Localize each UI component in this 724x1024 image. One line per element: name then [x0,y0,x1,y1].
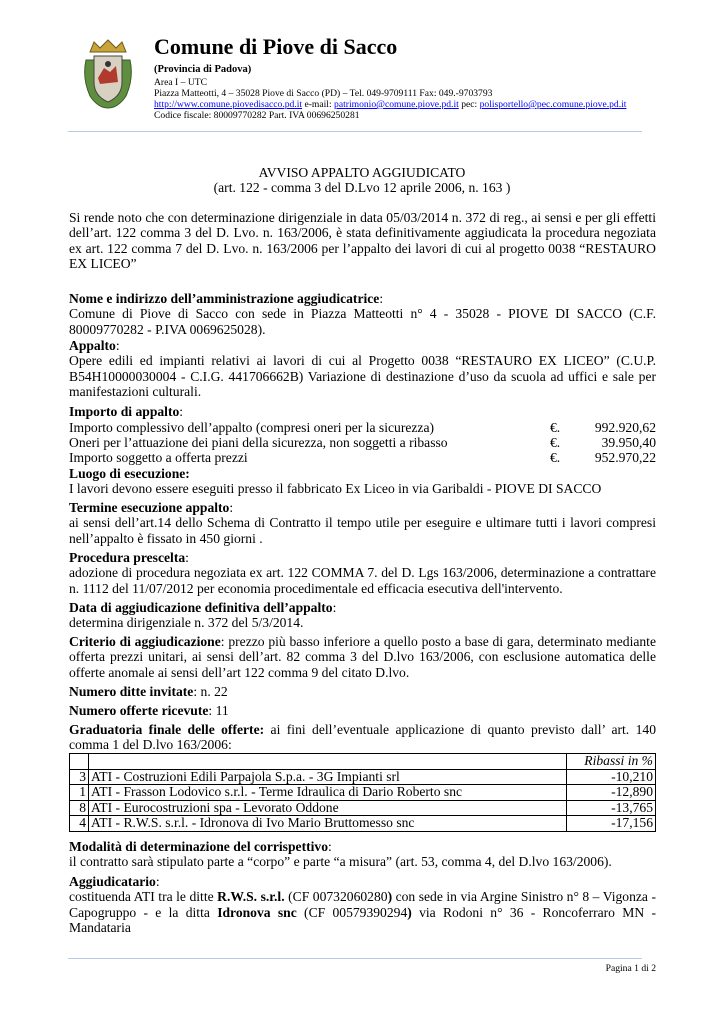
winner-text: via Rodoni n° 36 - Roncoferraro MN - Mandataria [69,904,656,935]
table-row [70,816,656,832]
amount-label: Oneri per l’attuazione dei piani della sicurezza, non soggetti a ribasso [69,435,448,450]
bidder-name: ATI - Frasson Lodovico s.r.l. - Terme Idraulica di Dario Roberto snc [89,785,567,801]
province-label: (Provincia di Padova) [154,64,252,75]
pec-label: pec: [461,99,478,110]
amount-row [69,450,656,466]
footer-divider [68,958,642,959]
winner-text: ) [387,889,393,905]
table-header-row [70,754,656,770]
bidder-name: ATI - R.W.S. s.r.l. - Idronova di Ivo Mario Bruttomesso snc [89,816,567,832]
contract-heading: Appalto [69,338,116,353]
winner-heading: Aggiudicatario [69,874,156,889]
notice-title: AVVISO APPALTO AGGIUDICATO [258,165,466,180]
criterion-section [69,634,656,680]
row-number: 8 [70,800,89,816]
amount-value: 39.950,40 [601,435,656,450]
column-header-discount: Ribassi in % [567,754,656,770]
row-number: 3 [70,769,89,785]
invited-line [69,684,228,699]
discount-value: -10,210 [567,769,656,785]
winner-text: costituenda ATI tra le ditte [69,889,218,905]
table-row [70,769,656,785]
ranking-table [69,753,656,832]
ranking-heading: Graduatoria finale delle offerte: [69,722,265,737]
winner-text: (CF 00732060280 [284,889,388,905]
row-number: 4 [70,816,89,832]
administration-text: Comune di Piove di Sacco con sede in Piazza Matteotti n° 4 - 35028 - PIOVE DI SACCO (C.F. 80009770282 - P.IVA 0069625028). [69,306,656,337]
criterion-text: : prezzo più basso inferiore a quello posto a base di gara, determinato mediante offerta prezzi unitari, ai sensi dell’art. 82 comma 3 del D.lvo 163/2006, con esclusione automatica delle offerte anomale ai sensi dell’art 122 comma 9 del citato D.lvo. [69,634,656,680]
amount-heading: Importo di appalto [69,404,180,419]
notice-subtitle: (art. 122 - comma 3 del D.Lvo 12 aprile 2006, n. 163 ) [213,180,511,195]
term-text: ai sensi dell’art.14 dello Schema di Contratto il tempo utile per eseguire e ultimare tutti i lavori compresi nell’appalto è fissato in 450 giorni . [69,515,656,546]
fiscal-line: Codice fiscale: 80009770282 Part. IVA 00696250281 [154,110,360,121]
area-label: Area I – UTC [154,77,208,88]
amount-value: 992.920,62 [594,420,656,435]
award-date-text: determina dirigenziale n. 372 del 5/3/2014. [69,615,304,631]
award-date-section: Data di aggiudicazione definitiva dell’appalto: determina dirigenziale n. 372 del 5/3/2014. [69,600,337,631]
term-section: Termine esecuzione appalto: ai sensi dell’art.14 dello Schema di Contratto il tempo utile per eseguire e ultimare tutti i lavori compresi nell’appalto è fissato in 450 giorni . [69,500,656,546]
invited-value: : n. 22 [193,684,228,699]
page-number: Pagina 1 di 2 [605,963,656,974]
row-number: 1 [70,785,89,801]
email-label: e-mail: [304,99,332,110]
invited-heading: Numero ditte invitate [69,684,194,699]
payment-heading: Modalità di determinazione del corrispettivo [69,839,328,854]
pec-link[interactable]: polisportello@pec.comune.piove.pd.it [479,99,627,110]
procedure-text: adozione di procedura negoziata ex art. 122 COMMA 7. del D. Lgs 163/2006, determinazione a contrattare n. 1112 del 11/07/2012 per economia procedimentale ed efficacia esecutiva dell'intervento. [69,565,656,596]
place-heading: Luogo di esecuzione: [69,466,190,481]
place-section [69,466,656,497]
winner-text: (CF 00579390294 [296,904,408,920]
winner-text: con sede in via Argine Sinistro n° 8 – Vigonza - Capogruppo - e la ditta [69,889,657,920]
administration-section: Nome e indirizzo dell’amministrazione aggiudicatrice: Comune di Piove di Sacco con sede in Piazza Matteotti n° 4 - 35028 - PIOVE DI SACCO (C.F. 80009770282 - P.IVA 0069625028). [69,291,656,337]
discount-value: -13,765 [567,800,656,816]
procedure-section: Procedura prescelta: adozione di procedura negoziata ex art. 122 COMMA 7. del D. Lgs 163/2006, determinazione a contrattare n. 1112 del 11/07/2012 per economia procedimentale ed efficacia esecutiva dell'intervento. [69,550,656,596]
discount-value: -17,156 [567,816,656,832]
payment-section: Modalità di determinazione del corrispettivo: il contratto sarà stipulato parte a “corpo” e parte “a misura” (art. 53, comma 4, del D.lvo 163/2006). [69,839,612,870]
amount-row [69,420,656,436]
contacts-line [154,99,626,110]
award-date-heading: Data di aggiudicazione definitiva dell’appalto [69,600,333,615]
municipality-title: Comune di Piove di Sacco [154,34,398,59]
criterion-heading: Criterio di aggiudicazione [69,634,221,649]
coat-of-arms-icon [80,38,136,110]
payment-text: il contratto sarà stipulato parte a “corpo” e parte “a misura” (art. 53, comma 4, del D.lvo 163/2006). [69,854,612,870]
address-line: Piazza Matteotti, 4 – 35028 Piove di Sacco (PD) – Tel. 049-9709111 Fax: 049.-9703793 [154,88,493,99]
ranking-text: ai fini dell’eventuale applicazione di quanto previsto dall’ art. 140 comma 1 del D.lvo 163/2006: [69,722,656,753]
amount-label: Importo soggetto a offerta prezzi [69,450,248,465]
winner-company-2: Idronova snc [217,904,297,920]
email-link[interactable]: patrimonio@comune.piove.pd.it [334,99,459,110]
contract-section: Appalto: Opere edili ed impianti relativi ai lavori di cui al Progetto 0038 “RESTAURO EX LICEO” (C.U.P. B54H10000030004 - C.I.G. 441706662B) Variazione di destinazione d’uso da scuola ad uffici e sale per manifestazioni culturali. [69,338,656,399]
contract-text: Opere edili ed impianti relativi ai lavori di cui al Progetto 0038 “RESTAURO EX LICEO” (C.U.P. B54H10000030004 - C.I.G. 441706662B) Variazione di destinazione d’uso da scuola ad uffici e sale per manifestazioni culturali. [69,353,656,399]
term-heading: Termine esecuzione appalto [69,500,230,515]
offers-line [69,703,229,718]
intro-paragraph: Si rende noto che con determinazione dirigenziale in data 05/03/2014 n. 372 di reg., ai sensi e per gli effetti dell’art. 122 comma 3 del D. Lvo. n. 163/2006, è stata definitivamente aggiudicata la procedura negoziata ex art. 122 comma 7 del D. Lvo. n. 163/2006 per l’appalto dei lavori di cui al progetto 0038 “RESTAURO EX LICEO” [69,210,656,271]
amount-row [69,435,656,451]
amount-label: Importo complessivo dell’appalto (compresi oneri per la sicurezza) [69,420,435,435]
bidder-name: ATI - Costruzioni Edili Parpajola S.p.a. - 3G Impianti srl [89,769,567,785]
amount-currency: €. [550,450,561,465]
amount-heading-line: Importo di appalto: [69,404,184,419]
winner-company-1: R.W.S. s.r.l. [217,889,285,905]
offers-value: : 11 [208,703,229,718]
discount-value: -12,890 [567,785,656,801]
offers-heading: Numero offerte ricevute [69,703,209,718]
bidder-name: ATI - Eurocostruzioni spa - Levorato Oddone [89,800,567,816]
procedure-heading: Procedura prescelta [69,550,186,565]
administration-heading: Nome e indirizzo dell’amministrazione aggiudicatrice [69,291,380,306]
website-link[interactable]: http://www.comune.piovedisacco.pd.it [154,99,303,110]
winner-section: Aggiudicatario: costituenda ATI tra le ditte R.W.S. s.r.l. (CF 00732060280) con sede in via Argine Sinistro n° 8 – Vigonza - Capogruppo - e la ditta Idronova snc (CF 00579390294) via Rodoni n° 36 - Roncoferraro MN - Mandataria [69,874,657,935]
place-text: I lavori devono essere eseguiti presso il fabbricato Ex Liceo in via Garibaldi - PIOVE DI SACCO [69,481,602,497]
ranking-section [69,722,656,753]
table-row [70,785,656,801]
amount-currency: €. [550,420,561,435]
header-divider [68,131,642,132]
table-row [70,800,656,816]
amount-value: 952.970,22 [594,450,656,465]
winner-text: ) [407,904,412,920]
amount-currency: €. [550,435,561,450]
